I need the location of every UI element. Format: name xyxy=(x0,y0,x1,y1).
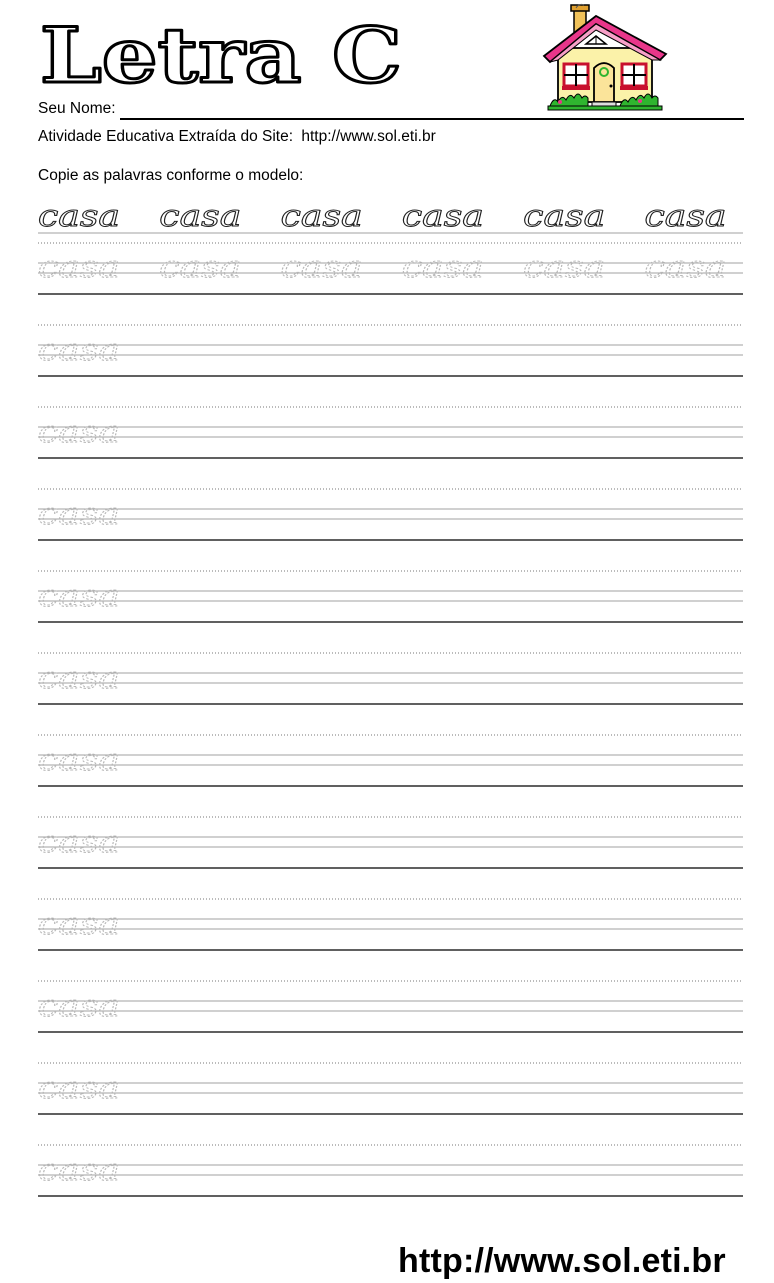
svg-text:Letra C: Letra C xyxy=(40,11,402,94)
trace-word: casa xyxy=(38,661,120,696)
model-word: casa xyxy=(280,199,363,234)
trace-word: casa xyxy=(38,989,120,1024)
trace-word: casa xyxy=(38,743,120,778)
trace-word: casa xyxy=(38,825,120,860)
model-word: casa xyxy=(38,199,120,234)
instruction-text: Copie as palavras conforme o modelo: xyxy=(38,167,304,184)
trace-word: casa xyxy=(38,579,120,614)
model-word: casa xyxy=(644,199,727,234)
trace-word: casa xyxy=(159,250,242,285)
trace-word: casa xyxy=(644,250,727,285)
trace-word: casa xyxy=(401,250,484,285)
trace-word: casa xyxy=(38,333,120,368)
trace-word: casa xyxy=(38,1071,120,1106)
model-word: casa xyxy=(159,199,242,234)
trace-word: casa xyxy=(38,907,120,942)
model-word: casa xyxy=(401,199,484,234)
source-label: Atividade Educativa Extraída do Site: xyxy=(38,128,294,145)
name-label: Seu Nome: xyxy=(38,100,116,117)
trace-word: casa xyxy=(38,415,120,450)
source-url: http://www.sol.eti.br xyxy=(301,128,436,145)
trace-word: casa xyxy=(523,250,606,285)
trace-word: casa xyxy=(38,1153,120,1188)
trace-word: casa xyxy=(280,250,363,285)
model-word: casa xyxy=(523,199,606,234)
footer-url: http://www.sol.eti.br xyxy=(398,1242,726,1280)
trace-word: casa xyxy=(38,497,120,532)
trace-word: casa xyxy=(38,250,120,285)
